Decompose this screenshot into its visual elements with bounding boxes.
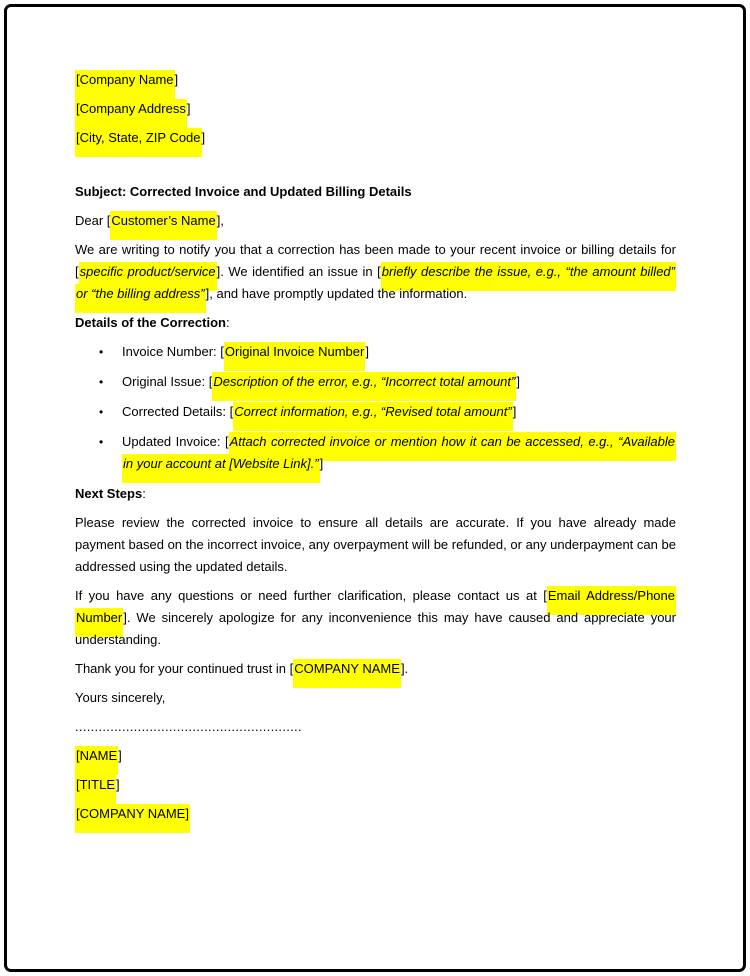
list-item-corrected-details [99, 401, 676, 423]
list-item-original-issue [99, 371, 676, 393]
bullet-icon: • [99, 405, 104, 419]
signature-dotted-line: .......................................................... [75, 719, 302, 734]
company-address-line [75, 98, 676, 120]
text-run: Invoice Number: [ [122, 344, 224, 359]
text-run: ] [118, 748, 122, 763]
bullet-icon: • [99, 435, 104, 449]
bullet-icon: • [99, 375, 104, 389]
text-run: ] [174, 72, 179, 87]
text-run: Please review the corrected invoice to ensure all details are accurate. If you have already made payment based on the incorrect invoice, any overpayment will be refunded, or any underpayment can be addressed using the updated details. [75, 515, 676, 574]
greeting-line [75, 210, 676, 232]
highlighted-placeholder: Correct information, e.g., “Revised total amount” [233, 402, 512, 431]
highlighted-placeholder: [NAME [75, 746, 118, 775]
signature-name-line [75, 745, 676, 767]
text-run: Dear [ [75, 213, 111, 228]
signature-company-line [75, 803, 676, 825]
highlighted-placeholder: Customer’s Name [110, 211, 216, 240]
list-item-invoice-number [99, 341, 676, 363]
text-run: Original Issue: [ [122, 374, 213, 389]
text-run: ], [216, 213, 224, 228]
highlighted-placeholder: briefly describe the issue, e.g., “the amount billed” or “the billing address” [75, 262, 676, 313]
text-run: : [142, 486, 146, 501]
list-item-updated-invoice [99, 431, 676, 475]
text-run: ] [365, 344, 369, 359]
intro-paragraph [75, 239, 676, 305]
text-run: We are writing to notify you that a correction has been made to your recent invoice or billing details for [ [75, 242, 676, 279]
text-run: ] [516, 374, 520, 389]
company-city-line [75, 127, 676, 149]
text-run: ] [319, 456, 324, 471]
contact-paragraph [75, 585, 676, 651]
page-border [4, 4, 746, 972]
list-item-text [122, 432, 676, 483]
text-run: Updated Invoice: [ [122, 434, 229, 449]
next-steps-heading [75, 483, 676, 505]
review-paragraph [75, 512, 676, 578]
highlighted-placeholder: [City, State, ZIP Code [75, 128, 202, 157]
text-run: ]. We identified an issue in [ [216, 264, 381, 279]
text-run: ] [186, 101, 191, 116]
highlighted-placeholder: [TITLE [75, 775, 116, 804]
highlighted-placeholder: Original Invoice Number [224, 342, 365, 371]
subject-line [75, 181, 676, 203]
text-run: Details of the Correction [75, 315, 226, 330]
highlighted-placeholder: Description of the error, e.g., “Incorrect total amount” [212, 372, 516, 401]
text-run: Next Steps [75, 486, 143, 501]
text-run: ] [512, 404, 517, 419]
highlighted-placeholder: Email Address/Phone Number [75, 586, 676, 637]
list-item-text [122, 402, 516, 431]
text-run: ], and have promptly updated the information. [205, 286, 468, 301]
text-run: : [225, 315, 230, 330]
text-run: Subject: Corrected Invoice and Updated Billing Details [75, 184, 412, 199]
text-run: ]. [400, 661, 409, 676]
text-run: ] [116, 777, 120, 792]
thanks-paragraph [75, 658, 676, 680]
text-run: Corrected Details: [ [122, 404, 234, 419]
correction-details-heading [75, 312, 676, 334]
highlighted-placeholder: [Company Address [75, 99, 187, 128]
text-run: ]. We sincerely apologize for any inconvenience this may have caused and appreciate your understanding. [75, 610, 676, 647]
highlighted-placeholder: [COMPANY NAME] [75, 804, 190, 833]
highlighted-placeholder: COMPANY NAME [293, 659, 401, 688]
highlighted-placeholder: Attach corrected invoice or mention how it can be accessed, e.g., “Available in your account at [Website Link].” [122, 432, 676, 483]
bullet-icon: • [99, 345, 104, 359]
blank-line [75, 156, 676, 181]
list-item-text [122, 372, 520, 401]
text-run: ] [201, 130, 206, 145]
list-item-text [122, 342, 369, 371]
signature-title-line [75, 774, 676, 796]
text-run: Yours sincerely, [75, 690, 166, 705]
company-name-line [75, 69, 676, 91]
highlighted-placeholder: [Company Name [75, 70, 175, 99]
text-run: If you have any questions or need further clarification, please contact us at [ [75, 588, 547, 603]
highlighted-placeholder: specific product/service [79, 262, 217, 291]
letter-body [7, 7, 743, 825]
correction-details-list [75, 341, 676, 475]
text-run: Thank you for your continued trust in [ [75, 661, 294, 676]
signoff-line [75, 687, 676, 709]
